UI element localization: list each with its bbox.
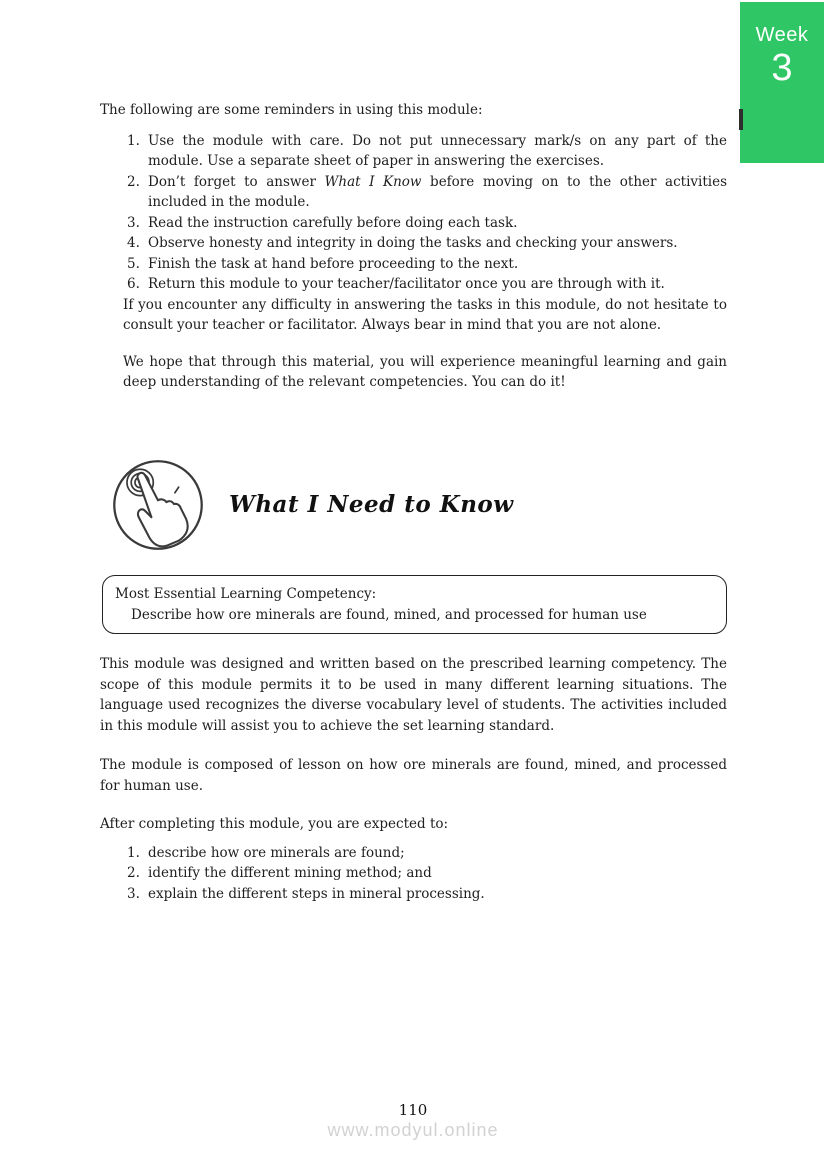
overview-paragraph-2: The module is composed of lesson on how ore minerals are found, mined, and processed for human use.: [100, 757, 727, 794]
reminder-text-italic: What I Know: [324, 173, 422, 190]
objective-item: describe how ore minerals are found;: [148, 844, 405, 861]
support-note: If you encounter any difficulty in answering the tasks in this module, do not hesitate to consult your teacher or facilitator. Always bear in mind that you are not alone.: [123, 296, 727, 333]
melc-box: [102, 575, 727, 634]
reminders-list: [100, 131, 727, 295]
melc-title: Most Essential Learning Competency:: [115, 586, 377, 602]
site-watermark: www.modyul.online: [327, 1120, 499, 1140]
section-heading: What I Need to Know: [229, 490, 514, 518]
tap-hand-icon: [111, 458, 205, 552]
reminder-text-post: before moving on to the other activities included in the module.: [148, 173, 727, 210]
objective-item: identify the different mining method; and: [148, 865, 432, 881]
page-number: 110: [398, 1101, 428, 1119]
reminder-item: [100, 172, 727, 213]
reminders-intro: The following are some reminders in using this module:: [100, 102, 483, 118]
week-tab-notch: [739, 109, 743, 130]
section-header: [111, 458, 514, 552]
reminder-item: Return this module to your teacher/facilitator once you are through with it.: [148, 276, 665, 292]
week-tab: [740, 2, 824, 163]
overview-section: [100, 654, 727, 904]
overview-paragraph-1: This module was designed and written based on the prescribed learning competency. The scope of this module permits it to be used in many different learning situations. The language used recognizes the diverse vocabulary level of students. The activities included in this module will assist you to achieve the set learning standard.: [100, 656, 727, 734]
week-label: Week: [755, 24, 809, 46]
reminder-item: Read the instruction carefully before doing each task.: [148, 214, 518, 231]
reminder-text-pre: Don’t forget to answer: [148, 173, 325, 190]
objective-item: explain the different steps in mineral processing.: [148, 885, 485, 902]
reminder-item: Observe honesty and integrity in doing the tasks and checking your answers.: [148, 235, 678, 251]
melc-competency: Describe how ore minerals are found, mined, and processed for human use: [131, 606, 647, 623]
objectives-intro: After completing this module, you are expected to:: [100, 816, 449, 832]
reminder-item: Use the module with care. Do not put unnecessary mark/s on any part of the module. Use a separate sheet of paper in answering the exercises.: [148, 132, 727, 169]
reminders-section: [100, 100, 727, 393]
reminder-item: Finish the task at hand before proceeding to the next.: [148, 255, 519, 272]
objectives-list: [100, 843, 727, 905]
encouragement-note: We hope that through this material, you will experience meaningful learning and gain deep understanding of the relevant competencies. You can do it!: [123, 353, 727, 390]
week-number: 3: [771, 46, 793, 89]
